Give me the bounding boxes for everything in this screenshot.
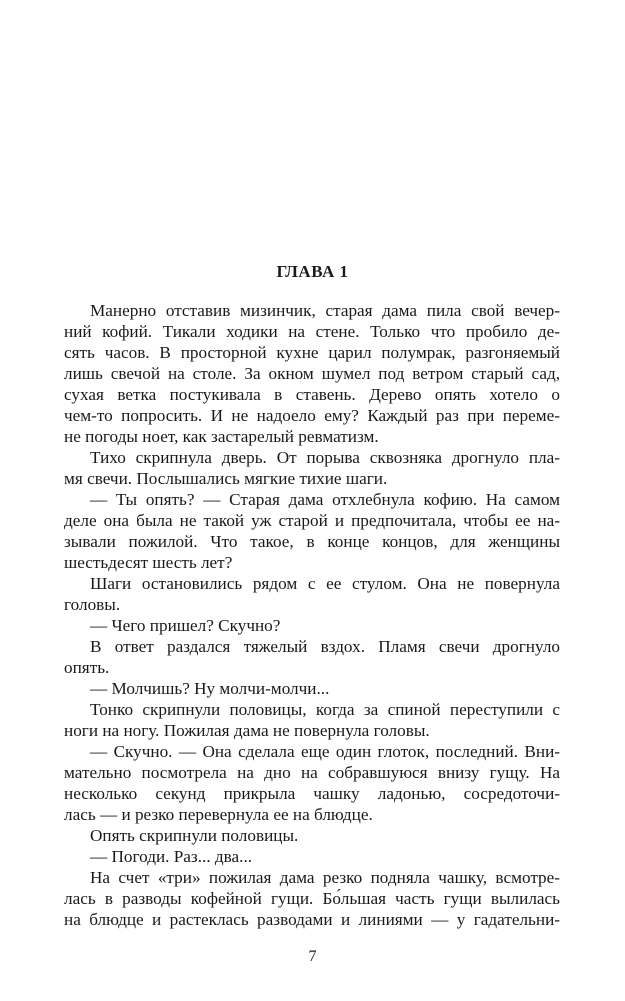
text-line: не погоды ноет, как застарелый ревматизм. bbox=[64, 427, 379, 446]
text-line: Шаги остановились рядом с ее стулом. Она не повернула bbox=[90, 574, 560, 593]
text-line: деле она была не такой уж старой и предпочитала, чтобы ее на- bbox=[64, 511, 560, 530]
text-line: лишь свечой на столе. За окном шумел под ветром старый сад, bbox=[64, 364, 560, 383]
text-line: — Скучно. — Она сделала еще один глоток, последний. Вни- bbox=[90, 742, 560, 761]
text-line: ноги на ногу. Пожилая дама не повернула головы. bbox=[64, 721, 430, 740]
text-line: — Молчишь? Ну молчи-молчи... bbox=[90, 679, 330, 698]
text-line: На счет «три» пожилая дама резко подняла чашку, всмотре- bbox=[90, 868, 560, 887]
text-line: — Погоди. Раз... два... bbox=[90, 847, 253, 866]
text-line: шестьдесят шесть лет? bbox=[64, 553, 233, 572]
chapter-title: ГЛАВА 1 bbox=[276, 262, 349, 281]
text-line: лась — и резко перевернула ее на блюдце. bbox=[64, 805, 373, 824]
text-line: Тонко скрипнули половицы, когда за спиной переступили с bbox=[90, 700, 560, 719]
text-line: опять. bbox=[64, 658, 110, 677]
text-line: сухая ветка постукивала в ставень. Дерево опять хотело о bbox=[64, 385, 560, 404]
text-line: головы. bbox=[64, 595, 121, 614]
text-line: несколько секунд прикрыла чашку ладонью, сосредоточи- bbox=[64, 784, 560, 803]
text-line: Опять скрипнули половицы. bbox=[90, 826, 299, 845]
text-line: — Чего пришел? Скучно? bbox=[90, 616, 281, 635]
text-line: на блюдце и растеклась разводами и линиями — у гадательни- bbox=[64, 910, 560, 929]
text-line: ний кофий. Тикали ходики на стене. Только что пробило де- bbox=[64, 322, 560, 341]
text-line: мя свечи. Послышались мягкие тихие шаги. bbox=[64, 469, 388, 488]
text-line: Манерно отставив мизинчик, старая дама пила свой вечер- bbox=[90, 301, 560, 320]
text-line: В ответ раздался тяжелый вздох. Пламя свечи дрогнуло bbox=[90, 637, 560, 656]
text-line: зывали пожилой. Что такое, в конце концов, для женщины bbox=[64, 532, 560, 551]
text-line: сять часов. В просторной кухне царил полумрак, разгоняемый bbox=[64, 343, 560, 362]
text-line: чем-то попросить. И не надоело ему? Каждый раз при переме- bbox=[64, 406, 560, 425]
text-line: — Ты опять? — Старая дама отхлебнула кофию. На самом bbox=[90, 490, 560, 509]
text-line: лась в разводы кофейной гущи. Бо́льшая часть гущи вылилась bbox=[64, 889, 560, 908]
text-line: Тихо скрипнула дверь. От порыва сквозняка дрогнуло пла- bbox=[90, 448, 560, 467]
text-line: мательно посмотрела на дно на собравшуюся внизу гущу. На bbox=[64, 763, 560, 782]
page-number: 7 bbox=[308, 948, 317, 965]
